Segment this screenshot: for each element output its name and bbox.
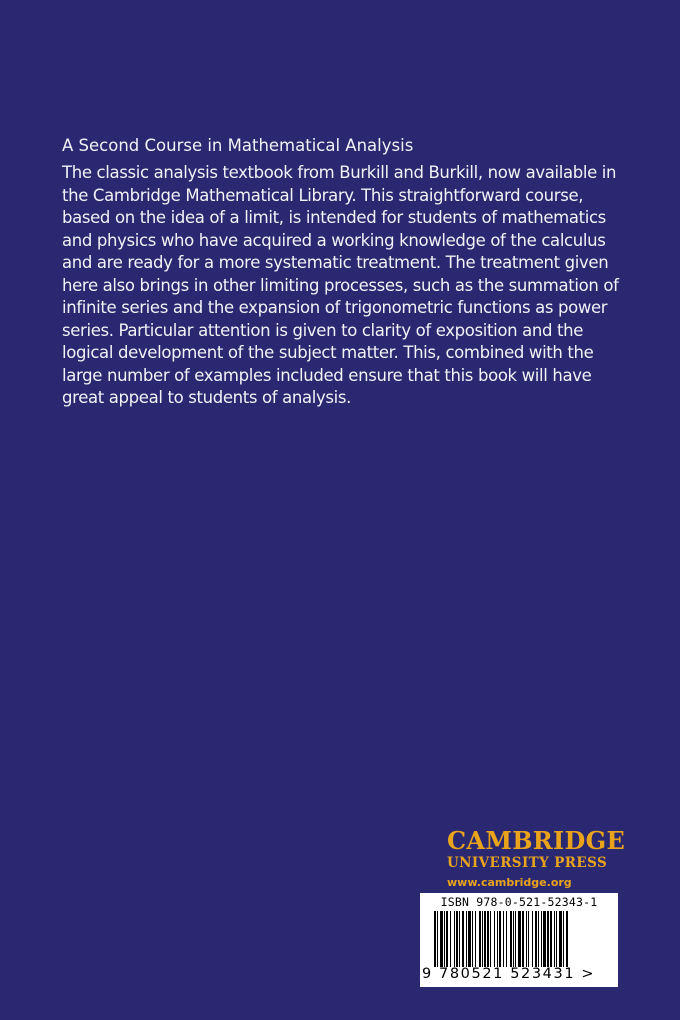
publisher-name: CAMBRIDGE <box>447 826 626 855</box>
barcode-bar <box>535 911 537 967</box>
description-line: large number of examples included ensure that this book will have <box>62 365 592 385</box>
barcode-bar <box>550 911 552 967</box>
barcode <box>420 893 618 987</box>
barcode-bar <box>556 911 557 967</box>
barcode-bar <box>499 911 501 967</box>
book-title: A Second Course in Mathematical Analysis <box>62 136 414 155</box>
barcode-bar <box>468 911 471 967</box>
barcode-bar <box>484 911 486 967</box>
publisher-logo <box>447 826 626 892</box>
barcode-bar <box>554 911 555 967</box>
barcode-bar <box>538 911 539 967</box>
description-line: here also brings in other limiting processes, such as the summation of <box>62 275 619 295</box>
barcode-bar <box>440 911 443 967</box>
barcode-bar <box>487 911 489 967</box>
description-line: series. Particular attention is given to clarity of exposition and the <box>62 320 584 340</box>
publisher-subtitle: UNIVERSITY PRESS <box>447 855 608 871</box>
barcode-bar <box>459 911 460 967</box>
barcode-bar <box>494 911 495 967</box>
barcode-bar <box>434 911 436 967</box>
description-line: great appeal to students of analysis. <box>62 388 351 407</box>
barcode-bar <box>472 911 473 967</box>
barcode-bar <box>444 911 445 967</box>
publisher-url: www.cambridge.org <box>447 876 572 889</box>
barcode-bar <box>563 911 564 967</box>
barcode-bar <box>522 911 524 967</box>
barcode-bar <box>513 911 514 967</box>
barcode-bar <box>566 911 568 967</box>
barcode-bar <box>446 911 448 967</box>
barcode-bar <box>541 911 542 967</box>
book-description <box>62 162 640 410</box>
barcode-bar <box>518 911 521 967</box>
barcode-bar <box>543 911 546 967</box>
barcode-bars <box>434 911 602 967</box>
description-line: and physics who have acquired a working knowledge of the calculus <box>62 230 606 250</box>
description-line: based on the idea of a limit, is intended for students of mathematics <box>62 208 606 227</box>
barcode-bar <box>503 911 504 967</box>
barcode-bar <box>506 911 507 967</box>
barcode-bar <box>547 911 549 967</box>
barcode-bar <box>466 911 467 967</box>
barcode-bar <box>528 911 529 967</box>
description-line: infinite series and the expansion of trigonometric functions as power <box>62 298 608 317</box>
barcode-bar <box>510 911 512 967</box>
barcode-bar <box>482 911 483 967</box>
barcode-bar <box>454 911 455 967</box>
barcode-bar <box>532 911 533 967</box>
description-line: logical development of the subject matter. This, combined with the <box>62 343 594 362</box>
barcode-bar <box>456 911 458 967</box>
blurb <box>62 134 640 410</box>
barcode-bar <box>462 911 464 967</box>
barcode-bar <box>559 911 562 967</box>
barcode-bar <box>475 911 476 967</box>
barcode-bar <box>490 911 491 967</box>
barcode-bar <box>497 911 498 967</box>
description-line: and are ready for a more systematic treatment. The treatment given <box>62 253 609 272</box>
barcode-number: 9 780521 523431 > <box>422 966 596 982</box>
barcode-bar <box>437 911 438 967</box>
description-line: the Cambridge Mathematical Library. This straightforward course, <box>62 185 584 205</box>
isbn-label: ISBN 978-0-521-52343-1 <box>440 895 598 909</box>
barcode-bar <box>526 911 527 967</box>
description-line: The classic analysis textbook from Burkill and Burkill, now available in <box>62 163 617 182</box>
barcode-bar <box>515 911 516 967</box>
barcode-bar <box>479 911 481 967</box>
barcode-bar <box>450 911 451 967</box>
